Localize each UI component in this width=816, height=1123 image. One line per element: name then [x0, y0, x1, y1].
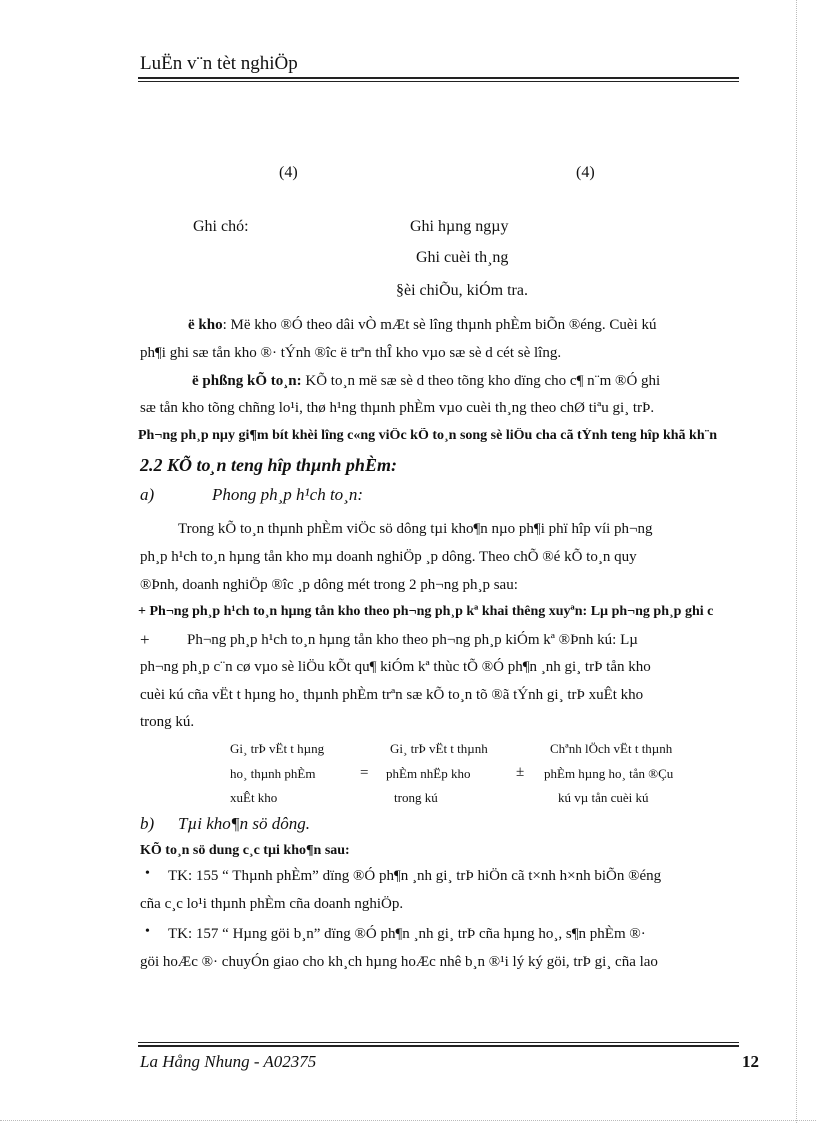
formula-col-b-3: trong kú [394, 790, 438, 805]
formula-col-a-3: xuÊt kho [230, 790, 278, 805]
paragraph-account-intro-2: ph¸p h¹ch to¸n hµng tån kho mµ doanh nghiÖp ¸p dông. Theo chÕ ®é kÕ to¸n quy [140, 549, 637, 565]
tk155-line2: cña c¸c lo¹i thµnh phÈm cña doanh nghiÖp. [140, 896, 404, 912]
page-boundary-right [796, 0, 797, 1123]
formula-col-c-3: kú vµ tån cuèi kú [558, 790, 649, 805]
formula-col-c-1: Chªnh lÖch vËt t thµnh [550, 741, 673, 756]
formula-col-a-1: Gi¸ trÞ vËt t hµng [230, 741, 325, 756]
formula-equals: = [360, 765, 369, 781]
formula-col-c-2: phÈm hµng ho¸ tån ®Çu [544, 766, 674, 781]
paragraph-accounting-line2: sæ tån kho tõng chñng lo¹i, thø h¹ng thµnh phÈm vµo cuèi th¸ng theo chØ tiªu gi¸ trÞ. [140, 400, 655, 416]
footer-author: La Hång Nhung - A02375 [140, 1052, 317, 1071]
paragraph-periodic-4: trong kú. [140, 714, 195, 730]
bullet-tk155: • [145, 866, 150, 881]
legend-check: §èi chiÕu, kiÓm tra. [396, 282, 528, 299]
paragraph-method-note: Ph¬ng ph¸p nµy gi¶m bít khèi lîng c«ng viÖc kÕ to¸n song sè liÖu cha cã tÝnh teng hîp khã kh¨n [138, 428, 718, 443]
legend-monthly: Ghi cuèi th¸ng [416, 249, 509, 266]
formula-col-b-2: phÈm nhËp kho [386, 766, 471, 781]
footer-rule-thin [138, 1042, 739, 1043]
subsection-b-label: b) [140, 814, 155, 833]
tk157-line2: göi hoÆc ®· chuyÓn giao cho kh¸ch hµng hoÆc nhê b¸n ®¹i lý ký göi, trÞ gi¸ cña lao [140, 954, 658, 970]
paragraph-account-intro-3: ®Þnh, doanh nghiÖp ®îc ¸p dông mét trong 2 ph¬ng ph¸p sau: [140, 577, 518, 593]
header-rule-thin [138, 81, 739, 82]
warehouse-lead: ë kho [188, 317, 223, 333]
subsection-a-title: Phong ph¸p h¹ch to¸n: [212, 485, 363, 504]
formula-plus-minus: ± [516, 764, 525, 780]
subsection-a-label: a) [140, 485, 155, 504]
section-heading-2-2: 2.2 KÕ to¸n teng hîp thµnh phÈm: [140, 455, 397, 475]
subsection-b-title: Tµi kho¶n sö dông. [178, 814, 311, 833]
page-boundary-bottom [0, 1120, 816, 1121]
accounting-text: KÕ to¸n më sæ sè d theo tõng kho dïng cho c¶ n¨m ®Ó ghi [301, 373, 661, 389]
legend-daily: Ghi hµng ngµy [410, 218, 509, 235]
paragraph-periodic-1: Ph¬ng ph¸p h¹ch to¸n hµng tån kho theo ph¬ng ph¸p kiÓm kª ®Þnh kú: Lµ [187, 632, 638, 648]
formula-col-a-2: ho¸ thµnh phÈm [230, 766, 316, 781]
paragraph-periodic-2: ph¬ng ph¸p c¨n cø vµo sè liÖu kÕt qu¶ kiÓm kª thùc tÕ ®Ó ph¶n ¸nh gi¸ trÞ tån kho [140, 659, 651, 675]
legend-label: Ghi chó: [193, 218, 249, 235]
diagram-mark-left: (4) [279, 164, 298, 181]
periodic-plus: + [140, 630, 150, 649]
header-rule-thick [138, 77, 739, 79]
tk157-line1: TK: 157 “ Hµng göi b¸n” dïng ®Ó ph¶n ¸nh gi¸ trÞ cña hµng ho¸, s¶n phÈm ®· [168, 926, 646, 942]
page-number: 12 [742, 1052, 759, 1071]
paragraph-warehouse [188, 317, 657, 334]
accounting-lead: ë phßng kÕ to¸n: [192, 373, 302, 389]
accounts-used-heading: KÕ to¸n sö dung c¸c tµi kho¶n sau: [140, 843, 350, 858]
warehouse-text: : Më kho ®Ó theo dâi vÒ mÆt sè lîng thµnh phÈm biÕn ®éng. Cuèi kú [222, 317, 657, 333]
diagram-mark-right: (4) [576, 164, 595, 181]
header-title: LuËn v¨n tèt nghiÖp [140, 53, 298, 74]
paragraph-perpetual-method: + Ph¬ng ph¸p h¹ch to¸n hµng tån kho theo ph¬ng ph¸p kª khai thêng xuyªn: Lµ ph¬ng ph¸p ghi c [138, 604, 714, 619]
formula-col-b-1: Gi¸ trÞ vËt t thµnh [390, 741, 488, 756]
footer-rule-thick [138, 1045, 739, 1047]
paragraph-account-intro-1: Trong kÕ to¸n thµnh phÈm viÖc sö dông tµi kho¶n nµo ph¶i phï hîp víi ph¬ng [178, 521, 653, 537]
tk155-line1: TK: 155 “ Thµnh phÈm” dïng ®Ó ph¶n ¸nh gi¸ trÞ hiÖn cã t×nh h×nh biÕn ®éng [168, 868, 662, 884]
paragraph-periodic-3: cuèi kú cña vËt t hµng ho¸ thµnh phÈm trªn sæ kÕ to¸n tõ ®ã tÝnh gi¸ trÞ xuÊt kho [140, 687, 644, 703]
paragraph-accounting [192, 373, 660, 390]
bullet-tk157: • [145, 924, 150, 939]
paragraph-warehouse-line2: ph¶i ghi sæ tån kho ®· tÝnh ®îc ë trªn thÎ kho vµo sæ sè d cét sè lîng. [140, 345, 562, 361]
